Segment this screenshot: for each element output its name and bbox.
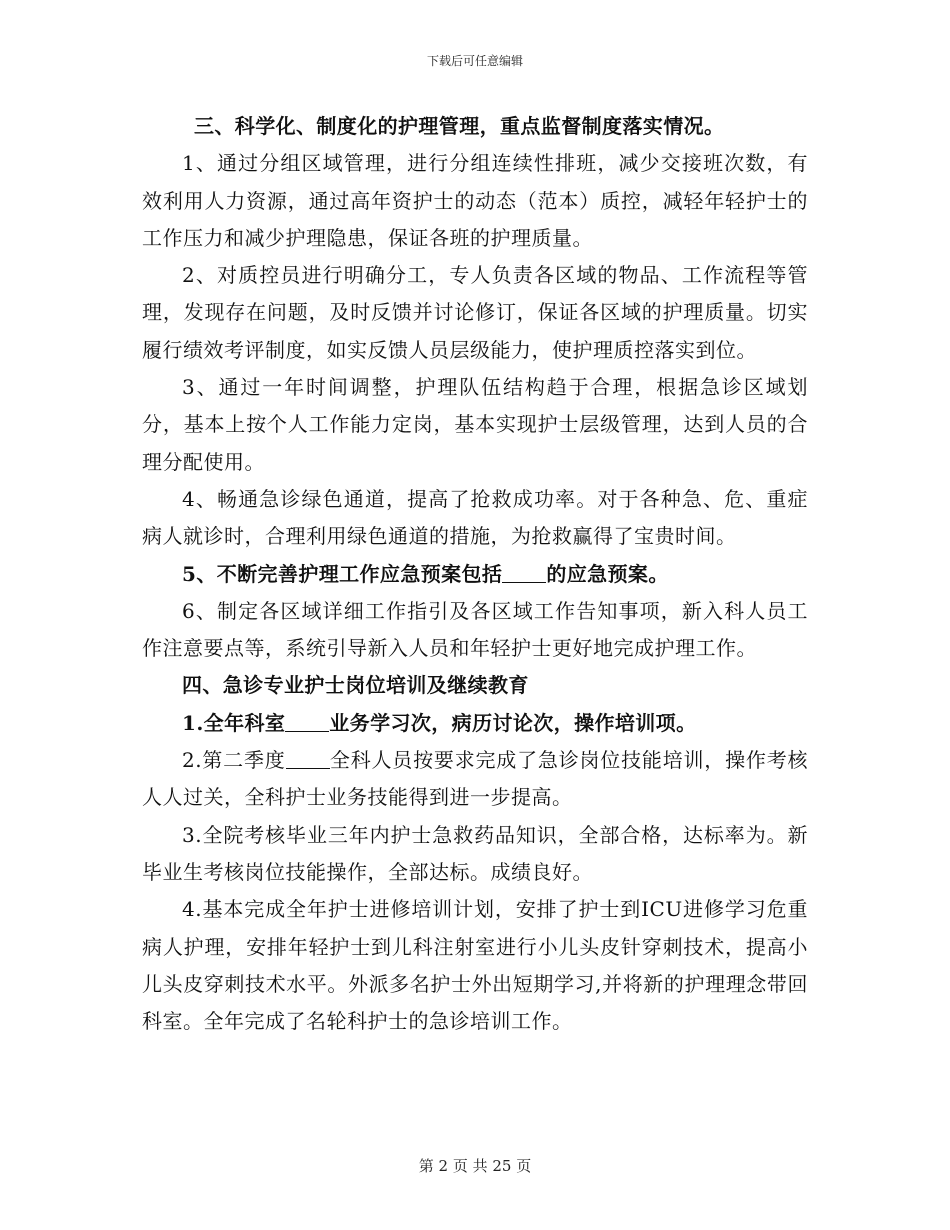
paragraph-annual-study xyxy=(142,705,808,742)
fill-in-blank xyxy=(285,713,329,732)
paragraph-training-plan: 4.基本完成全年护士进修培训计划，安排了护士到ICU进修学习危重病人护理，安排年轻护士到儿科注射室进行小儿头皮针穿刺技术，提高小儿头皮穿刺技术水平。外派多名护士外出短期学习,并将新的护理理念带回科室。全年完成了名轮科护士的急诊培训工作。 xyxy=(142,897,808,1034)
document-body xyxy=(142,108,808,1040)
paragraph-quality-control: 2、对质控员进行明确分工，专人负责各区域的物品、工作流程等管理，发现存在问题，及时反馈并讨论修订，保证各区域的护理质量。切实履行绩效考评制度，如实反馈人员层级能力，使护理质控落实到位。 xyxy=(142,263,808,362)
emergency-plan-text-start: 5、不断完善护理工作应急预案包括 xyxy=(182,561,503,586)
paragraph-emergency-plan xyxy=(142,556,808,593)
section-heading-training: 四、急诊专业护士岗位培训及继续教育 xyxy=(182,673,529,698)
annual-study-text-end: 业务学习次，病历讨论次，操作培训项。 xyxy=(329,710,697,735)
page-number: 第 2 页 共 25 页 xyxy=(418,1157,532,1175)
q2-training-text-end: 全科人员按要求完成了急诊岗位技能培训，操作考核人人过关，全科护士业务技能得到进一步提高。 xyxy=(142,748,808,810)
fill-in-blank xyxy=(502,564,546,583)
fill-in-blank xyxy=(286,750,330,769)
paragraph-team-structure: 3、通过一年时间调整，护理队伍结构趋于合理，根据急诊区域划分，基本上按个人工作能力定岗，基本实现护士层级管理，达到人员的合理分配使用。 xyxy=(142,375,808,474)
q2-training-text-start: 2.第二季度 xyxy=(182,748,286,773)
paragraph-drug-knowledge-exam: 3.全院考核毕业三年内护士急救药品知识，全部合格，达标率为。新毕业生考核岗位技能操作，全部达标。成绩良好。 xyxy=(142,822,808,884)
annual-study-text-start: 1.全年科室 xyxy=(182,710,286,735)
paragraph-zone-management: 1、通过分组区域管理，进行分组连续性排班，减少交接班次数，有效利用人力资源，通过高年资护士的动态（范本）质控，减轻年轻护士的工作压力和减少护理隐患，保证各班的护理质量。 xyxy=(142,151,808,250)
paragraph-q2-training xyxy=(142,742,808,817)
emergency-plan-text-end: 的应急预案。 xyxy=(546,561,669,586)
paragraph-green-channel: 4、畅通急诊绿色通道，提高了抢救成功率。对于各种急、危、重症病人就诊时，合理利用绿色通道的措施，为抢救赢得了宝贵时间。 xyxy=(142,486,808,549)
page-header: 下载后可任意编辑 xyxy=(426,54,523,68)
paragraph-work-guidelines: 6、制定各区域详细工作指引及各区域工作告知事项，新入科人员工作注意要点等，系统引导新入人员和年轻护士更好地完成护理工作。 xyxy=(142,598,808,661)
section-heading-management: 三、科学化、制度化的护理管理，重点监督制度落实情况。 xyxy=(194,114,725,138)
